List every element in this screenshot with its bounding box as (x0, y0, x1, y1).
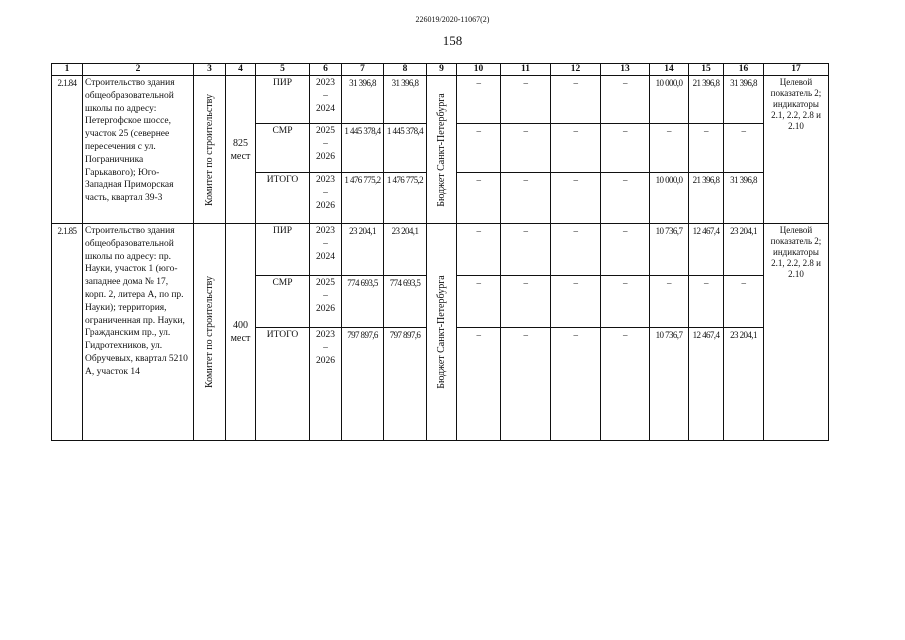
period-end: 2026 (316, 201, 335, 211)
period-dash: – (323, 239, 328, 249)
row-number: 2.1.84 (52, 76, 83, 224)
year-value: – (551, 76, 601, 124)
stage-period (310, 173, 342, 224)
year-value: 10 736,7 (650, 224, 689, 276)
col-header: 14 (650, 64, 689, 76)
col-header: 17 (764, 64, 829, 76)
year-value: – (501, 224, 551, 276)
period-start: 2023 (316, 78, 335, 88)
year-value: 31 396,8 (724, 173, 764, 224)
year-value: 21 396,8 (689, 173, 724, 224)
year-value: – (551, 224, 601, 276)
stage-type: ИТОГО (256, 173, 310, 224)
col-header: 5 (256, 64, 310, 76)
year-value: – (501, 173, 551, 224)
budget-cost: 23 204,1 (384, 224, 427, 276)
budget-table (51, 63, 829, 441)
year-value: 23 204,1 (724, 224, 764, 276)
col-header: 4 (226, 64, 256, 76)
table-row (52, 224, 829, 276)
funding-source-cell (427, 224, 457, 441)
year-value: 10 000,0 (650, 173, 689, 224)
budget-cost: 1 476 775,2 (384, 173, 427, 224)
stage-period (310, 76, 342, 124)
period-end: 2024 (316, 104, 335, 114)
period-end: 2026 (316, 304, 335, 314)
year-value: – (457, 276, 501, 328)
col-header: 16 (724, 64, 764, 76)
year-value: – (689, 124, 724, 173)
year-value: – (551, 124, 601, 173)
funding-source-label: Бюджет Санкт-Петербурга (435, 92, 447, 207)
total-cost: 774 693,5 (342, 276, 384, 328)
year-value: – (601, 276, 650, 328)
period-start: 2025 (316, 126, 335, 136)
year-value: – (724, 124, 764, 173)
year-value: – (689, 276, 724, 328)
year-value: – (650, 276, 689, 328)
table-row (52, 76, 829, 124)
year-value: – (501, 276, 551, 328)
total-cost: 1 476 775,2 (342, 173, 384, 224)
period-end: 2026 (316, 152, 335, 162)
period-dash: – (323, 188, 328, 198)
year-value: – (551, 276, 601, 328)
budget-cost: 1 445 378,4 (384, 124, 427, 173)
col-header: 3 (194, 64, 226, 76)
column-number-header (52, 64, 829, 76)
year-value: – (601, 76, 650, 124)
total-cost: 797 897,6 (342, 328, 384, 441)
year-value: – (551, 173, 601, 224)
col-header: 11 (501, 64, 551, 76)
col-header: 10 (457, 64, 501, 76)
year-value: – (601, 224, 650, 276)
period-start: 2023 (316, 175, 335, 185)
stage-period (310, 276, 342, 328)
total-cost: 1 445 378,4 (342, 124, 384, 173)
period-start: 2025 (316, 278, 335, 288)
stage-period (310, 124, 342, 173)
document-id: 226019/2020-11067(2) (415, 15, 490, 24)
capacity: 825 мест (226, 76, 256, 224)
year-value: – (724, 276, 764, 328)
period-dash: – (323, 91, 328, 101)
col-header: 12 (551, 64, 601, 76)
year-value: 10 736,7 (650, 328, 689, 441)
year-value: – (457, 124, 501, 173)
goal-indicators: Целевой показатель 2; индикаторы 2.1, 2.2, 2.8 и 2.10 (764, 224, 829, 441)
budget-cost: 774 693,5 (384, 276, 427, 328)
year-value: – (551, 328, 601, 441)
row-number: 2.1.85 (52, 224, 83, 441)
funding-source-label: Бюджет Санкт-Петербурга (435, 275, 447, 389)
executor-cell (194, 224, 226, 441)
col-header: 1 (52, 64, 83, 76)
year-value: – (501, 328, 551, 441)
year-value: 10 000,0 (650, 76, 689, 124)
year-value: – (501, 76, 551, 124)
stage-type: ПИР (256, 76, 310, 124)
period-start: 2023 (316, 226, 335, 236)
stage-period (310, 224, 342, 276)
period-end: 2024 (316, 252, 335, 262)
period-dash: – (323, 139, 328, 149)
year-value: 23 204,1 (724, 328, 764, 441)
year-value: – (457, 224, 501, 276)
year-value: 21 396,8 (689, 76, 724, 124)
object-description: Строительство здания общеобразовательной школы по адресу: пр. Науки, участок 1 (юго-западнее дома № 17, корп. 2, литера А, по пр. Науки); территория, ограниченная пр. Науки, Гражданским пр., ул. Гидротехников, ул. Обручевых, квартал 5210 А, участок 14 (83, 224, 194, 441)
budget-cost: 31 396,8 (384, 76, 427, 124)
year-value: – (501, 124, 551, 173)
year-value: – (601, 173, 650, 224)
col-header: 6 (310, 64, 342, 76)
year-value: – (601, 328, 650, 441)
capacity: 400 мест (226, 224, 256, 441)
stage-period (310, 328, 342, 441)
year-value: – (457, 328, 501, 441)
budget-cost: 797 897,6 (384, 328, 427, 441)
col-header: 8 (384, 64, 427, 76)
executor-cell (194, 76, 226, 224)
stage-type: СМР (256, 124, 310, 173)
year-value: – (457, 173, 501, 224)
total-cost: 31 396,8 (342, 76, 384, 124)
period-dash: – (323, 343, 328, 353)
stage-type: ПИР (256, 224, 310, 276)
col-header: 15 (689, 64, 724, 76)
total-cost: 23 204,1 (342, 224, 384, 276)
year-value: 12 467,4 (689, 328, 724, 441)
period-dash: – (323, 291, 328, 301)
funding-source-cell (427, 76, 457, 224)
stage-type: ИТОГО (256, 328, 310, 441)
col-header: 13 (601, 64, 650, 76)
executor-label: Комитет по строительству (203, 275, 215, 389)
col-header: 7 (342, 64, 384, 76)
period-start: 2023 (316, 330, 335, 340)
year-value: 31 396,8 (724, 76, 764, 124)
executor-label: Комитет по строительству (203, 93, 215, 206)
goal-indicators: Целевой показатель 2; индикаторы 2.1, 2.2, 2.8 и 2.10 (764, 76, 829, 224)
col-header: 2 (83, 64, 194, 76)
object-description: Строительство здания общеобразовательной школы по адресу: Петергофское шоссе, участок 25 (севернее пересечения с ул. Пограничника Гарькавого); Юго-Западная Приморская часть, квартал 39-3 (83, 76, 194, 224)
year-value: – (650, 124, 689, 173)
stage-type: СМР (256, 276, 310, 328)
col-header: 9 (427, 64, 457, 76)
year-value: 12 467,4 (689, 224, 724, 276)
page-number: 158 (442, 33, 463, 48)
year-value: – (457, 76, 501, 124)
period-end: 2026 (316, 356, 335, 366)
year-value: – (601, 124, 650, 173)
